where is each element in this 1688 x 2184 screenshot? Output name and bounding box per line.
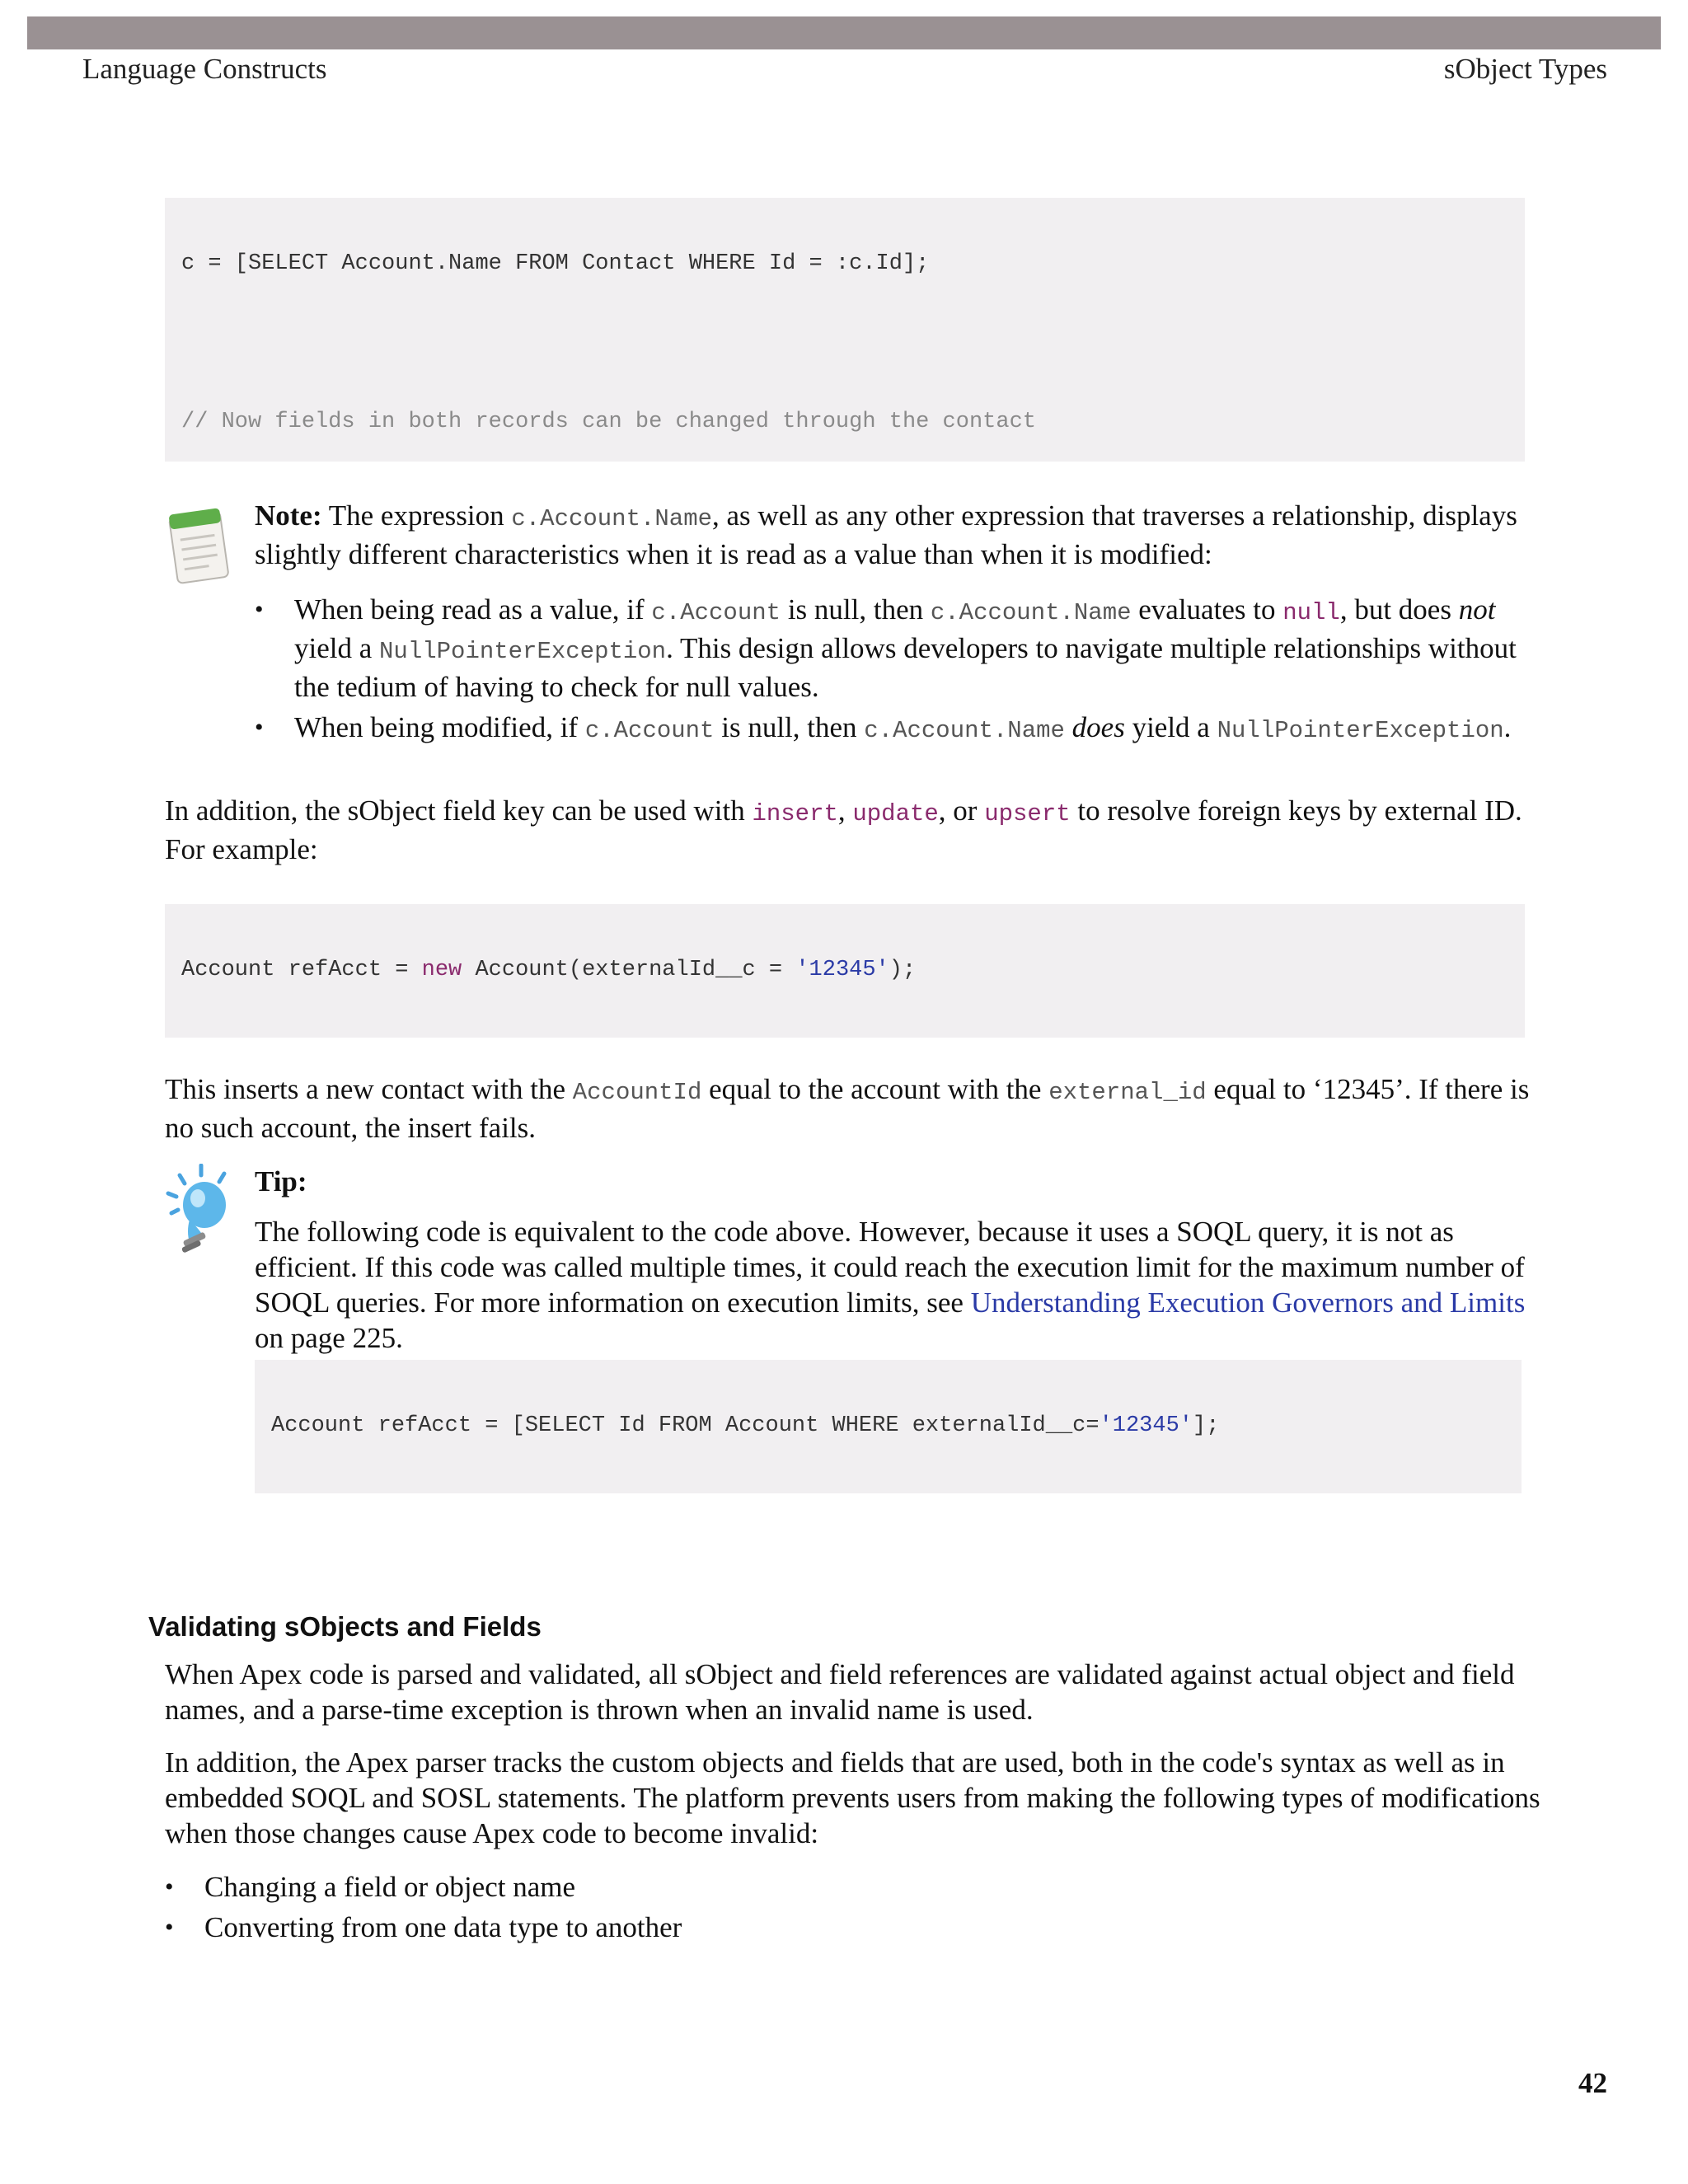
paragraph: In addition, the sObject field key can be used with insert, update, or upsert to resolve foreign keys by external ID. For example: — [165, 794, 1522, 865]
code-block-3 — [255, 1360, 1522, 1493]
list-item: • When being read as a value, if c.Account is null, then c.Account.Name evaluates to null, but does not yield a NullPointerException. This design allows developers to navigate multiple relationships without the tedium of having to check for null values. — [255, 592, 1540, 705]
tip-label: Tip: — [255, 1165, 307, 1197]
code-line: Account refAcct = new Account(externalId__c = '12345'); — [181, 958, 917, 982]
paragraph: When Apex code is parsed and validated, all sObject and field references are validated against actual object and field names, and a parse-time exception is thrown when an invalid name is used. — [165, 1658, 1515, 1726]
header-bar — [27, 16, 1661, 49]
code-comment: // Now fields in both records can be changed through the contact — [181, 410, 1036, 434]
section-title: sObject Types — [1443, 53, 1607, 85]
note-bullet-list — [255, 592, 1540, 748]
paragraph: In addition, the Apex parser tracks the custom objects and fields that are used, both in the code's syntax as well as in embedded SOQL and SOSL statements. The platform prevents users from making the following types of modifications when those changes cause Apex code to become invalid: — [165, 1746, 1540, 1849]
note-icon — [165, 503, 235, 589]
note-paragraph: Note: The expression c.Account.Name, as well as any other expression that traverses a relationship, displays slightly different characteristics when it is read as a value than when it is modified: — [255, 499, 1517, 570]
page-number: 42 — [1578, 2067, 1607, 2099]
code-block-2 — [165, 904, 1525, 1038]
chapter-title: Language Constructs — [82, 53, 327, 85]
lightbulb-icon — [165, 1164, 239, 1254]
tip-box — [255, 1164, 1540, 1356]
modification-list — [165, 1869, 1541, 1945]
paragraph: This inserts a new contact with the AccountId equal to the account with the external_id equal to ‘12345’. If there is no such account, the insert fails. — [165, 1073, 1530, 1144]
list-item: • When being modified, if c.Account is null, then c.Account.Name does yield a NullPointerException. — [255, 710, 1540, 748]
list-item: • Changing a field or object name — [165, 1869, 1541, 1905]
tip-paragraph: The following code is equivalent to the code above. However, because it uses a SOQL query, it is not as efficient. If this code was called multiple times, it could reach the execution limit for the maximum number of SOQL queries. For more information on execution limits, see Understanding Execution Governors and Limits on page 225. — [255, 1216, 1526, 1354]
list-item: • Converting from one data type to another — [165, 1910, 1541, 1945]
section-heading: Validating sObjects and Fields — [148, 1611, 542, 1642]
note-box — [255, 498, 1540, 748]
governors-limits-link[interactable]: Understanding Execution Governors and Limits — [970, 1286, 1526, 1319]
code-block-1 — [165, 198, 1525, 462]
code-line: c = [SELECT Account.Name FROM Contact WHERE Id = :c.Id]; — [181, 251, 930, 276]
section-body — [165, 1657, 1541, 1945]
note-label: Note: — [255, 499, 322, 532]
code-line: Account refAcct = [SELECT Id FROM Account WHERE externalId__c='12345']; — [271, 1413, 1220, 1438]
